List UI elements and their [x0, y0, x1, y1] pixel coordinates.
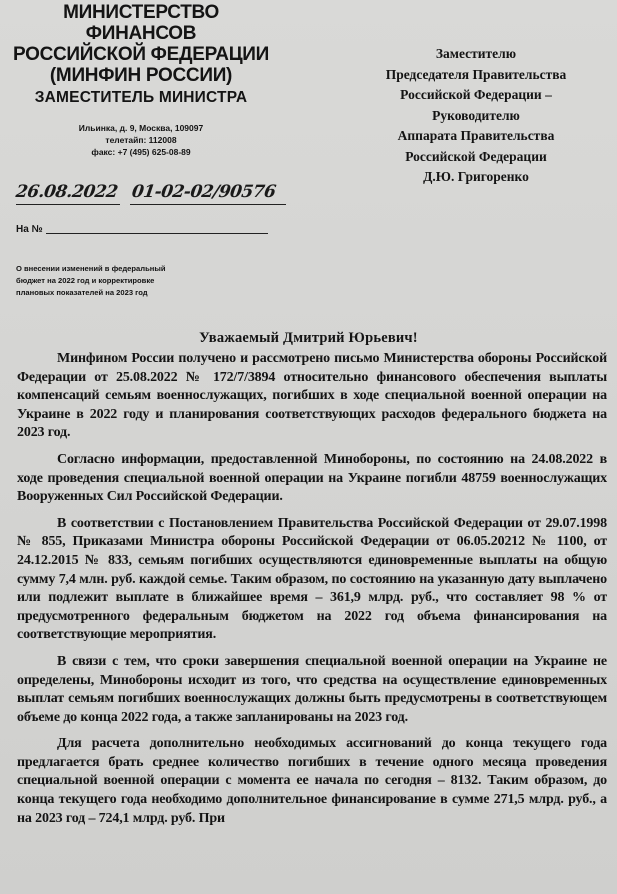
deputy-minister-title: ЗАМЕСТИТЕЛЬ МИНИСТРА [34, 89, 248, 106]
body-paragraph: В соответствии с Постановлением Правительства Российской Федерации от 29.07.1998 № 855, Приказами Министра обороны Российской Федерации от 06.05.20212 № 1100, от 24.12.2015 № 833, семьям погибших осуществляются единовременные выплаты на общую сумму 7,4 млн. руб. каждой семье. Таким образом, по состоянию на указанную дату выплачено или подлежит выплате в ближайшее время – 361,9 млрд. руб., что составляет 98 % от предусмотренного федеральным бюджетом на 2022 год объема финансирования на соответствующие мероприятия. [17, 515, 607, 643]
recipient-line: Руководителю [432, 107, 520, 123]
recipient-line: Российской Федерации – [400, 87, 552, 102]
ministry-line: (МИНФИН РОССИИ) [49, 65, 233, 86]
body-paragraph: В связи с тем, что сроки завершения специальной военной операции на Украине не определены, Минобороны исходит из того, что средства на осуществление единовременных выплат семьям погибших военнослужащих должны быть предусмотрены в соответствующем объеме до конца 2022 года, а также запланированы на 2023 год. [17, 653, 607, 725]
recipient-line: Председателя Правительства [385, 66, 567, 82]
reply-to-underline [46, 233, 268, 234]
ministry-name [6, 2, 276, 86]
body-paragraph: Для расчета дополнительно необходимых ассигнований до конца текущего года предлагается брать среднее количество погибших в течение одного месяца проведения специальной военной операции с момента ее начала по сегодня – 8132. Таким образом, до конца текущего года необходимо дополнительное финансирование в сумме 271,5 млрд. руб., а на 2023 год – 724,1 млрд. руб. При [17, 736, 607, 826]
letter-greeting: Уважаемый Дмитрий Юрьевич! [199, 330, 418, 346]
recipient-line: Заместителю [435, 46, 517, 61]
body-paragraph: Согласно информации, предоставленной Минобороны, по состоянию на 24.08.2022 в ходе проведения специальной военной операции на Украине погибли 48759 военнослужащих Вооруженных Сил Российской Федерации. [17, 451, 607, 505]
ministry-address [6, 122, 276, 158]
subject-line: плановых показателей на 2023 год [16, 288, 148, 297]
letter-body [17, 350, 607, 828]
address-line: факс: +7 (495) 625-08-89 [91, 147, 191, 157]
date-underline [16, 204, 120, 205]
handwritten-date: 26.08.2022 [14, 182, 119, 202]
recipient-line: Аппарата Правительства [397, 128, 555, 143]
letter-subject [16, 263, 226, 299]
ministry-line: РОССИЙСКОЙ ФЕДЕРАЦИИ [12, 44, 269, 65]
subject-line: бюджет на 2022 год и корректировке [16, 276, 155, 285]
body-paragraph: Минфином России получено и рассмотрено письмо Министерства обороны Российской Федерации от 25.08.2022 № 172/7/3894 относительно финансового обеспечения выплаты компенсаций семьям военнослужащих, погибших в ходе специальной военной операции на Украине в 2022 году и планирования соответствующих расходов федерального бюджета на 2023 год. [17, 351, 607, 441]
reply-to-label: На № [16, 224, 43, 235]
number-underline [130, 204, 286, 205]
registration-line [16, 182, 286, 210]
subject-line: О внесении изменений в федеральный [16, 264, 166, 273]
recipient-line: Российской Федерации [405, 148, 547, 164]
recipient-block [345, 44, 607, 188]
handwritten-outgoing-number: 01-02-02/90576 [130, 182, 277, 202]
address-line: Ильинка, д. 9, Москва, 109097 [78, 123, 204, 133]
ministry-line: МИНИСТЕРСТВО ФИНАНСОВ [63, 2, 219, 44]
recipient-line: Д.Ю. Григоренко [423, 169, 529, 184]
address-line: телетайп: 112008 [105, 135, 177, 145]
